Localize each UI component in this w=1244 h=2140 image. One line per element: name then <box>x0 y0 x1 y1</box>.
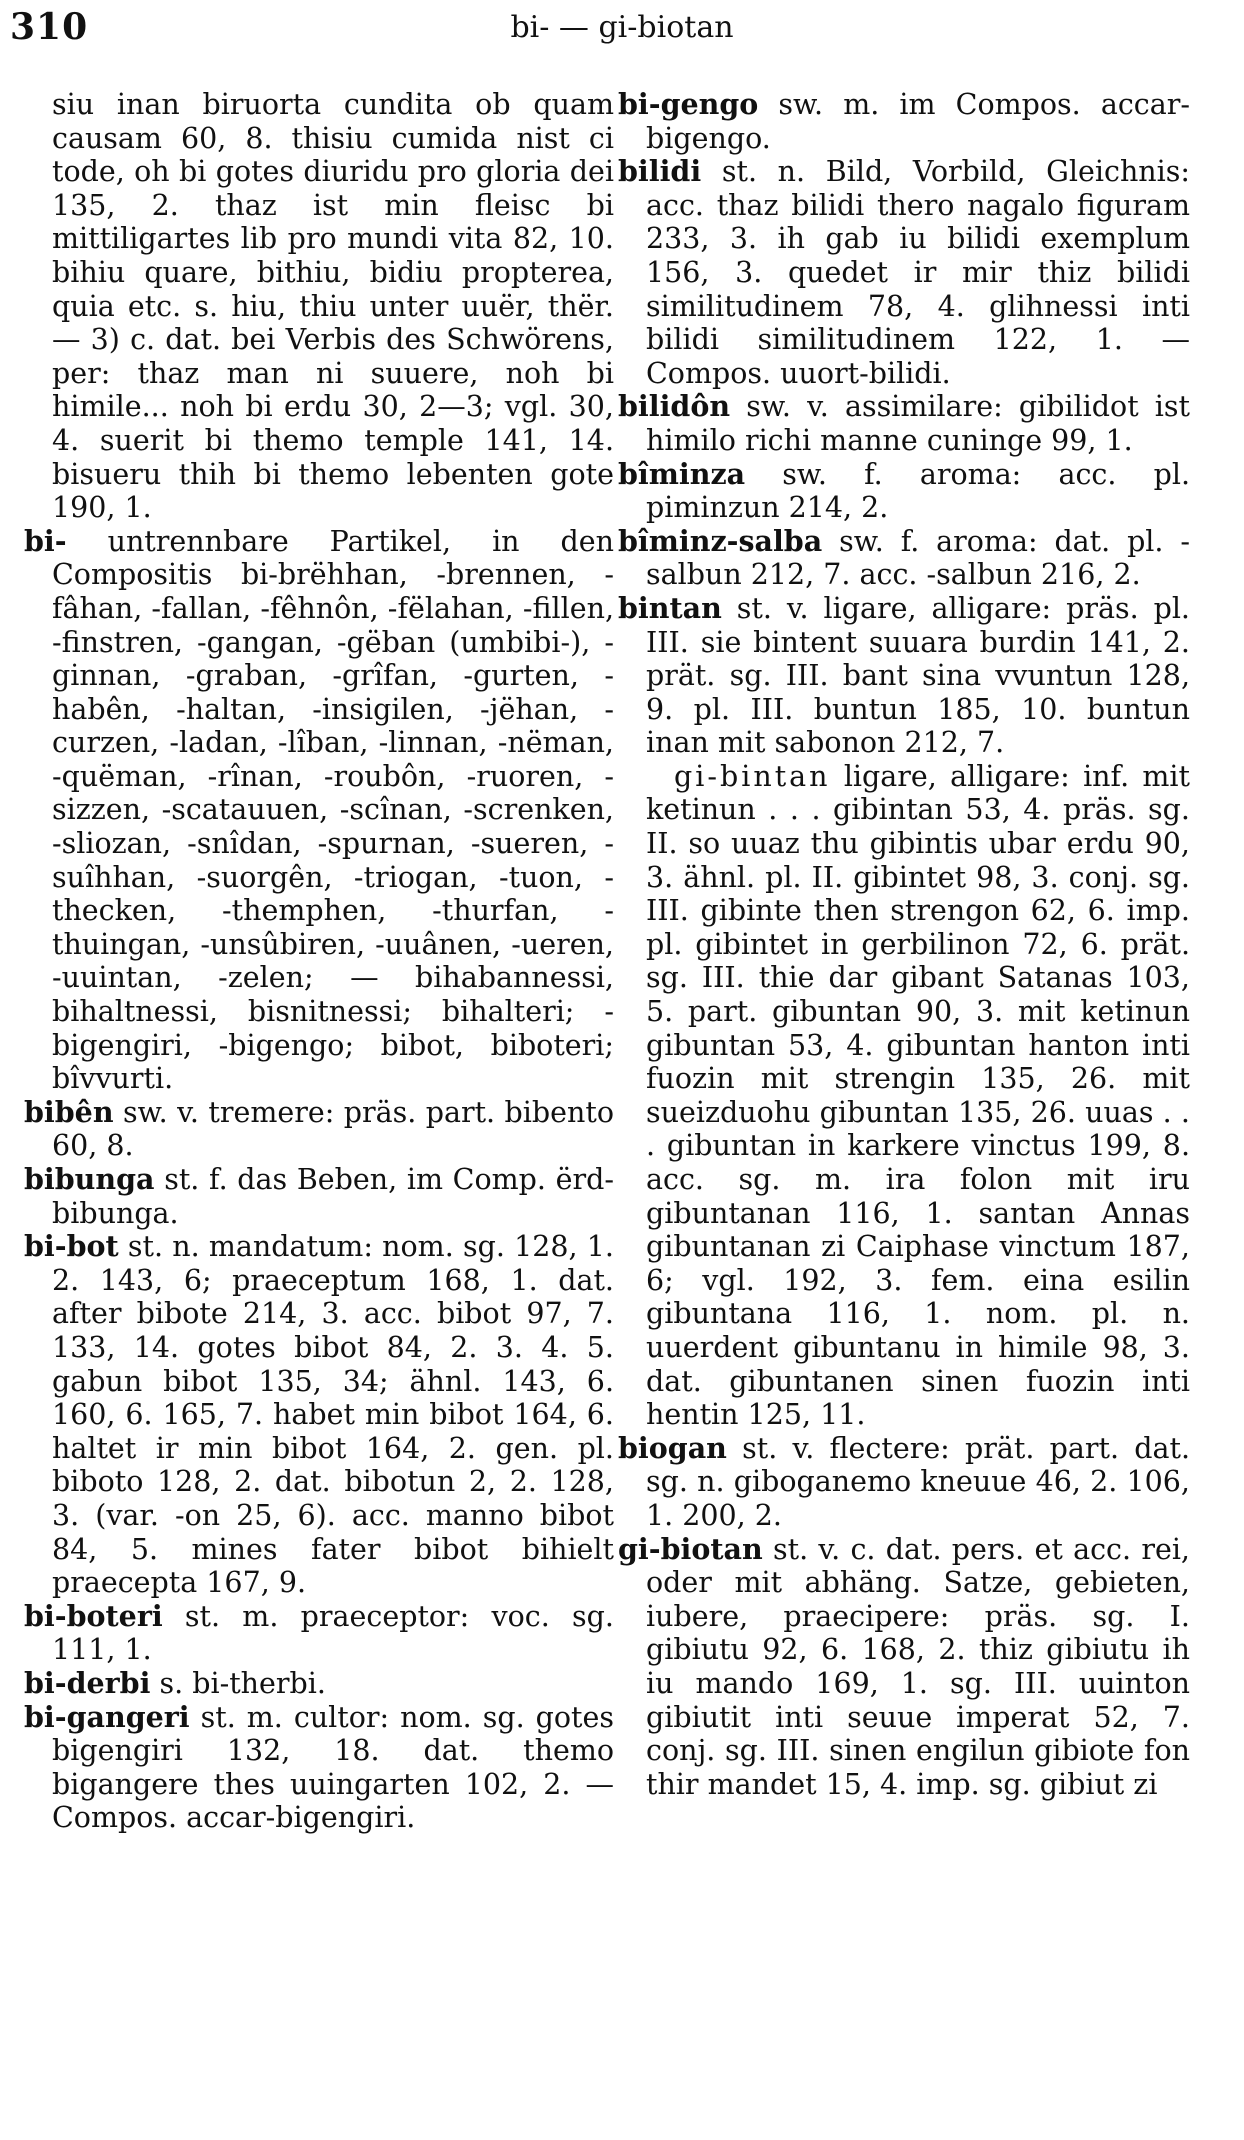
headword: bîminz-salba <box>618 523 823 558</box>
dictionary-entry: bilidôn sw. v. assimilare: gibilidot ist himilo richi manne cuninge 99, 1. <box>618 389 1190 457</box>
dictionary-entry: bintan st. v. ligare, alligare: präs. pl. III. sie bintent suuara burdin 141, 2. prät. sg. III. bant sina vvuntun 128, 9. pl. III. buntun 185, 10. buntun inan mit sabonon 212, 7. <box>618 590 1190 760</box>
headword: gi-biotan <box>618 1531 763 1566</box>
dictionary-entry: bi-gengo sw. m. im Compos. accar-bigengo. <box>618 87 1190 155</box>
left-column <box>24 88 614 1835</box>
headword: bi-bot <box>24 1229 119 1264</box>
headword: bilidi <box>618 154 702 189</box>
dictionary-entry: bibên sw. v. tremere: präs. part. bibento 60, 8. <box>24 1094 614 1163</box>
running-head: bi- — gi-biotan <box>510 10 734 45</box>
page-number: 310 <box>10 6 89 48</box>
headword: bîminza <box>618 456 746 491</box>
dictionary-entry: biogan st. v. flectere: prät. part. dat. sg. n. giboganemo kneuue 46, 2. 106, 1. 200, 2. <box>618 1430 1191 1532</box>
dictionary-subentry: gi-bintan ligare, alligare: inf. mit ketinun . . . gibintan 53, 4. präs. sg. II. so uuaz thu gibintis ubar erdu 90, 3. ähnl. pl. II. gibintet 98, 3. conj. sg. III. gibinte then strengon 62, 6. imp. pl. gibintet in gerbilinon 72, 6. prät. sg. III. thie dar gibant Satanas 103, 5. part. gibuntan 90, 3. mit ketinun gibuntan 53, 4. gibuntan hanton inti fuozin mit strengin 135, 26. mit sueizduohu gibuntan 135, 26. uuas . . . gibuntan in karkere vinctus 199, 8. acc. sg. m. ira folon mit iru gibuntanan 116, 1. santan Annas gibuntanan zi Caiphase vinctum 187, 6; vgl. 192, 3. fem. eina esilin gibuntana 116, 1. nom. pl. n. uuerdent gibuntanu in himile 98, 3. dat. gibuntanen sinen fuozin inti hentin 125, 11. <box>646 759 1191 1432</box>
headword: bintan <box>618 590 722 625</box>
dictionary-entry: bilidi st. n. Bild, Vorbild, Gleichnis: acc. thaz bilidi thero nagalo figuram 233, 3. ih gab iu bilidi exemplum 156, 3. quedet ir mir thiz bilidi similitudinem 78, 4. glihnessi inti bilidi similitudinem 122, 1. — Compos. uuort-bilidi. <box>618 154 1191 390</box>
headword: bi-gangeri <box>24 1699 190 1734</box>
headword: gi-bintan <box>674 759 831 793</box>
headword: bi- <box>24 523 67 558</box>
headword: bi-gengo <box>618 87 759 121</box>
headword: bi-derbi <box>24 1665 151 1700</box>
dictionary-entry: gi-biotan st. v. c. dat. pers. et acc. rei, oder mit abhäng. Satze, gebieten, iubere, praecipere: präs. sg. I. gibiutu 92, 6. 168, 2. thiz gibiutu ih iu mando 169, 1. sg. III. uuinton gibiutit inti seuue imperat 52, 7. conj. sg. III. sinen engilun gibiote fon thir mandet 15, 4. imp. sg. gibiut zi <box>618 1531 1190 1801</box>
dictionary-entry: bîminz-salba sw. f. aroma: dat. pl. -salbun 212, 7. acc. -salbun 216, 2. <box>618 523 1190 592</box>
dictionary-entry: bi-boteri st. m. praeceptor: voc. sg. 111, 1. <box>24 1598 614 1667</box>
right-column <box>618 88 1190 1801</box>
dictionary-entry: bi-gangeri st. m. cultor: nom. sg. gotes bigengiri 132, 18. dat. themo bigangere thes uuingarten 102, 2. — Compos. accar-bigengiri. <box>24 1699 615 1835</box>
dictionary-entry: bîminza sw. f. aroma: acc. pl. piminzun 214, 2. <box>618 456 1191 525</box>
headword: bibên <box>24 1094 114 1129</box>
dictionary-entry: bi- untrennbare Partikel, in den Compositis bi-brëhhan, -brennen, -fâhan, -fallan, -fêhnôn, -fëlahan, -fillen, -finstren, -gangan, -gëban (umbibi-), -ginnan, -graban, -grîfan, -gurten, -habên, -haltan, -insigilen, -jëhan, -curzen, -ladan, -lîban, -linnan, -nëman, -quëman, -rînan, -roubôn, -ruoren, -sizzen, -scatauuen, -scînan, -screnken, -sliozan, -snîdan, -spurnan, -sueren, -suîhhan, -suorgên, -triogan, -tuon, -thecken, -themphen, -thurfan, -thuingan, -unsûbiren, -uuânen, -ueren, -uuintan, -zelen; — bihabannessi, bihaltnessi, bisnitnessi; bihalteri; -bigengiri, -bigengo; bibot, biboteri; bîvvurti. <box>24 523 614 1096</box>
dictionary-entry: bi-derbi s. bi-therbi. <box>24 1665 326 1700</box>
dictionary-entry: bibunga st. f. das Beben, im Comp. ërd-bibunga. <box>24 1162 615 1230</box>
headword: bibunga <box>24 1162 155 1196</box>
headword: bilidôn <box>618 389 731 424</box>
dictionary-entry-continuation: siu inan biruorta cundita ob quam causam 60, 8. thisiu cumida nist ci tode, oh bi gotes diuridu pro gloria dei 135, 2. thaz ist min fleisc bi mittiligartes lib pro mundi vita 82, 10. bihiu quare, bithiu, bidiu propterea, quia etc. s. hiu, thiu unter uuër, thër. — 3) c. dat. bei Verbis des Schwörens, per: thaz man ni suuere, noh bi himile... noh bi erdu 30, 2—3; vgl. 30, 4. suerit bi themo temple 141, 14. bisueru thih bi themo lebenten gote 190, 1. <box>52 88 614 525</box>
dictionary-entry: bi-bot st. n. mandatum: nom. sg. 128, 1. 2. 143, 6; praeceptum 168, 1. dat. after bibote 214, 3. acc. bibot 97, 7. 133, 14. gotes bibot 84, 2. 3. 4. 5. gabun bibot 135, 34; ähnl. 143, 6. 160, 6. 165, 7. habet min bibot 164, 6. haltet ir min bibot 164, 2. gen. pl. biboto 128, 2. dat. bibotun 2, 2. 128, 3. (var. -on 25, 6). acc. manno bibot 84, 5. mines fater bibot bihielt praecepta 167, 9. <box>24 1229 614 1600</box>
headword: biogan <box>618 1430 727 1465</box>
headword: bi-boteri <box>24 1598 163 1633</box>
